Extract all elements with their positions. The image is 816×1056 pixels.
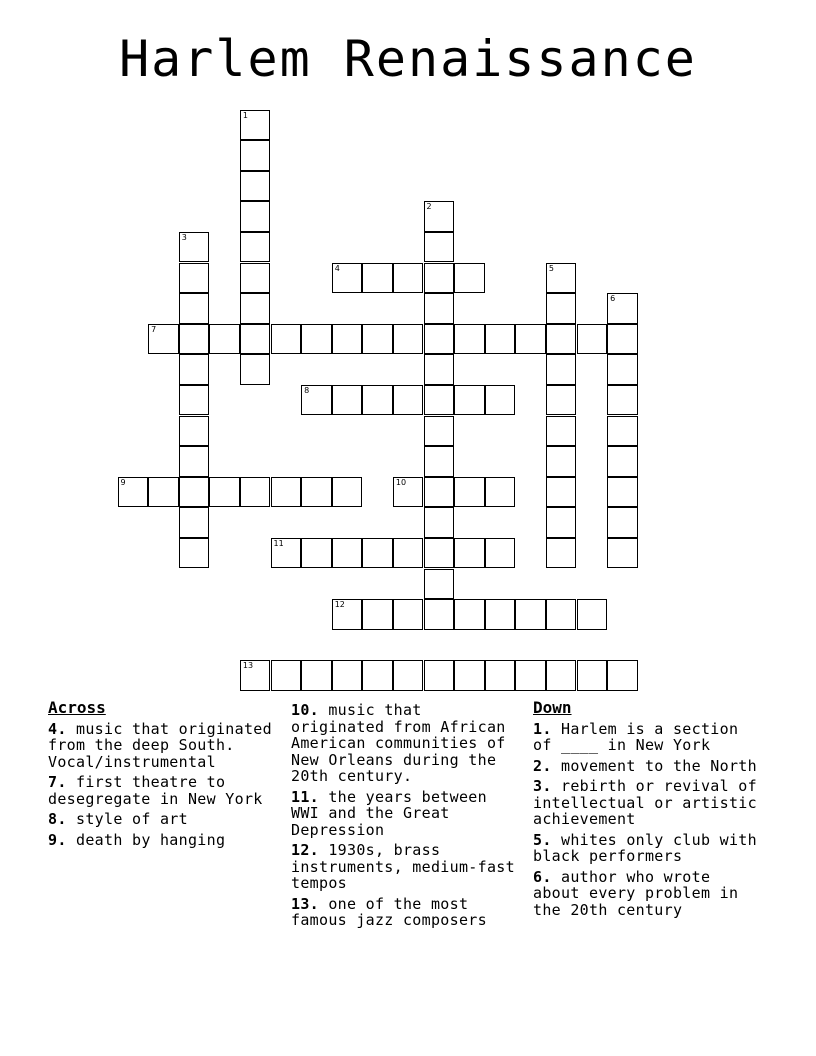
crossword-cell[interactable]: [240, 171, 271, 202]
clue-number: 4: [334, 263, 340, 273]
crossword-cell[interactable]: [546, 507, 577, 538]
crossword-cell[interactable]: [362, 660, 393, 691]
crossword-cell[interactable]: [546, 293, 577, 324]
crossword-cell[interactable]: [148, 324, 179, 355]
crossword-cell[interactable]: [607, 660, 638, 691]
crossword-cell[interactable]: [332, 324, 363, 355]
crossword-cell[interactable]: [454, 324, 485, 355]
crossword-cell[interactable]: [485, 324, 516, 355]
crossword-cell[interactable]: [179, 538, 210, 569]
clue: [533, 778, 763, 828]
crossword-cell[interactable]: [179, 507, 210, 538]
crossword-cell[interactable]: [362, 538, 393, 569]
crossword-cell[interactable]: [424, 538, 455, 569]
crossword-cell[interactable]: [179, 477, 210, 508]
crossword-cell[interactable]: [240, 293, 271, 324]
crossword-cell[interactable]: [179, 354, 210, 385]
clue: [291, 702, 516, 785]
crossword-cell[interactable]: [454, 538, 485, 569]
clue-text: author who wrote about every problem in the 20th century: [533, 867, 739, 919]
crossword-cell[interactable]: [332, 538, 363, 569]
crossword-cell[interactable]: [271, 477, 302, 508]
clue-text: whites only club with black performers: [533, 830, 757, 865]
clue-number: 8: [304, 385, 310, 395]
clue-number-label: 7.: [48, 773, 67, 791]
crossword-cell[interactable]: [179, 416, 210, 447]
clue: [533, 721, 763, 754]
clue-text: first theatre to desegregate in New York: [48, 773, 263, 808]
crossword-cell[interactable]: [424, 293, 455, 324]
clue-number-label: 12.: [291, 841, 319, 859]
crossword-cell[interactable]: [393, 538, 424, 569]
clue-number-label: 5.: [533, 830, 552, 849]
crossword-cell[interactable]: [393, 385, 424, 416]
clue-text: Harlem is a section of ____ in New York: [533, 719, 739, 754]
crossword-cell[interactable]: [301, 660, 332, 691]
crossword-cell[interactable]: [424, 385, 455, 416]
crossword-cell[interactable]: [240, 232, 271, 263]
clue-text: music that originated from African American communities of New Orleans during the 20th century.: [291, 701, 506, 785]
crossword-cell[interactable]: [577, 599, 608, 630]
crossword-cell[interactable]: [546, 324, 577, 355]
across-clues-continued: [291, 702, 516, 933]
crossword-cell[interactable]: [271, 660, 302, 691]
clue-number-label: 11.: [291, 787, 319, 806]
crossword-cell[interactable]: [546, 538, 577, 569]
clue-number: 11: [273, 538, 284, 548]
crossword-cell[interactable]: [424, 569, 455, 600]
crossword-cell[interactable]: [393, 477, 424, 508]
crossword-cell[interactable]: [424, 263, 455, 294]
crossword-cell[interactable]: [393, 660, 424, 691]
crossword-cell[interactable]: [332, 263, 363, 294]
clue: [533, 869, 763, 919]
crossword-cell[interactable]: [148, 477, 179, 508]
crossword-cell[interactable]: [607, 507, 638, 538]
crossword-cell[interactable]: [454, 660, 485, 691]
clue-text: 1930s, brass instruments, medium-fast tempos: [291, 841, 515, 892]
clue-text: style of art: [66, 810, 188, 828]
crossword-cell[interactable]: [301, 538, 332, 569]
crossword-cell[interactable]: [607, 446, 638, 477]
clue-number: 1: [242, 110, 248, 120]
crossword-cell[interactable]: [454, 477, 485, 508]
crossword-cell[interactable]: [332, 660, 363, 691]
clue-number-label: 1.: [533, 719, 552, 738]
crossword-cell[interactable]: [393, 263, 424, 294]
crossword-cell[interactable]: [240, 140, 271, 171]
crossword-cell[interactable]: [301, 385, 332, 416]
crossword-cell[interactable]: [209, 324, 240, 355]
crossword-cell[interactable]: [179, 263, 210, 294]
page-title: Harlem Renaissance: [119, 30, 697, 88]
crossword-cell[interactable]: [515, 660, 546, 691]
crossword-cell[interactable]: [546, 446, 577, 477]
crossword-cell[interactable]: [240, 263, 271, 294]
clue-number: 7: [151, 324, 157, 334]
crossword-cell[interactable]: [546, 354, 577, 385]
clue-number: 9: [120, 477, 126, 487]
crossword-cell[interactable]: [424, 324, 455, 355]
clue: [48, 774, 278, 807]
clue-number: 2: [426, 202, 432, 212]
crossword-cell[interactable]: [485, 599, 516, 630]
crossword-cell[interactable]: [240, 201, 271, 232]
crossword-cell[interactable]: [271, 538, 302, 569]
crossword-cell[interactable]: [362, 599, 393, 630]
clue: [48, 832, 278, 849]
crossword-cell[interactable]: [118, 477, 149, 508]
crossword-cell[interactable]: [393, 324, 424, 355]
clue-number-label: 10.: [291, 701, 319, 719]
clue-text: movement to the North: [551, 756, 757, 775]
crossword-cell[interactable]: [240, 477, 271, 508]
crossword-cell[interactable]: [515, 324, 546, 355]
down-clues: [533, 700, 763, 922]
clue: [533, 832, 763, 865]
crossword-cell[interactable]: [424, 477, 455, 508]
crossword-cell[interactable]: [424, 507, 455, 538]
crossword-cell[interactable]: [393, 599, 424, 630]
crossword-cell[interactable]: [577, 324, 608, 355]
clue-text: rebirth or revival of intellectual or artistic achievement: [533, 777, 757, 828]
crossword-cell[interactable]: [424, 416, 455, 447]
crossword-cell[interactable]: [301, 477, 332, 508]
crossword-cell[interactable]: [546, 263, 577, 294]
crossword-cell[interactable]: [240, 324, 271, 355]
crossword-cell[interactable]: [424, 232, 455, 263]
clue-number: 3: [181, 232, 187, 242]
crossword-cell[interactable]: [271, 324, 302, 355]
clue-number: 6: [610, 294, 616, 304]
crossword-cell[interactable]: [485, 660, 516, 691]
clue-number-label: 4.: [48, 719, 67, 738]
crossword-cell[interactable]: [179, 293, 210, 324]
crossword-cell[interactable]: [607, 385, 638, 416]
crossword-cell[interactable]: [485, 538, 516, 569]
across-clues: [48, 700, 278, 852]
across-header: Across: [48, 698, 106, 717]
crossword-cell[interactable]: [577, 660, 608, 691]
crossword-cell[interactable]: [240, 660, 271, 691]
crossword-cell[interactable]: [362, 263, 393, 294]
crossword-cell[interactable]: [424, 660, 455, 691]
crossword-cell[interactable]: [546, 660, 577, 691]
down-header: Down: [533, 698, 572, 717]
crossword-cell[interactable]: [607, 416, 638, 447]
clue: [533, 758, 763, 775]
crossword-cell[interactable]: [332, 477, 363, 508]
clue-text: death by hanging: [66, 830, 226, 849]
crossword-cell[interactable]: [607, 324, 638, 355]
crossword-cell[interactable]: [546, 477, 577, 508]
crossword-cell[interactable]: [454, 385, 485, 416]
crossword-cell[interactable]: [454, 599, 485, 630]
crossword-cell[interactable]: [179, 385, 210, 416]
clue-number: 5: [548, 263, 554, 273]
crossword-cell[interactable]: [607, 477, 638, 508]
crossword-cell[interactable]: [362, 324, 393, 355]
crossword-cell[interactable]: [424, 201, 455, 232]
crossword-cell[interactable]: [240, 110, 271, 141]
crossword-cell[interactable]: [179, 324, 210, 355]
clue-number-label: 6.: [533, 867, 552, 886]
crossword-cell[interactable]: [240, 354, 271, 385]
clue-number: 12: [334, 600, 345, 610]
crossword-cell[interactable]: [424, 599, 455, 630]
clue-number: 10: [395, 477, 407, 487]
clue-text: one of the most famous jazz composers: [291, 894, 487, 929]
clue: [291, 896, 516, 929]
clue: [48, 721, 278, 771]
clue-text: music that originated from the deep South. Vocal/instrumental: [48, 719, 272, 771]
crossword-cell[interactable]: [332, 599, 363, 630]
clue-text: the years between WWI and the Great Depression: [291, 787, 487, 839]
clue-number-label: 8.: [48, 810, 67, 828]
crossword-cell[interactable]: [607, 538, 638, 569]
clue-number: 13: [242, 661, 254, 671]
crossword-cell[interactable]: [209, 477, 240, 508]
clue: [291, 842, 516, 892]
clue-number-label: 13.: [291, 894, 319, 913]
crossword-cell[interactable]: [546, 599, 577, 630]
crossword-cell[interactable]: [301, 324, 332, 355]
clue-number-label: 3.: [533, 777, 552, 795]
clue: [291, 789, 516, 839]
crossword-cell[interactable]: [332, 385, 363, 416]
crossword-cell[interactable]: [485, 477, 516, 508]
crossword-cell[interactable]: [607, 293, 638, 324]
crossword-cell[interactable]: [546, 416, 577, 447]
crossword-cell[interactable]: [179, 446, 210, 477]
crossword-cell[interactable]: [424, 354, 455, 385]
crossword-cell[interactable]: [515, 599, 546, 630]
crossword-cell[interactable]: [424, 446, 455, 477]
crossword-cell[interactable]: [607, 354, 638, 385]
crossword-cell[interactable]: [179, 232, 210, 263]
crossword-cell[interactable]: [485, 385, 516, 416]
crossword-cell[interactable]: [454, 263, 485, 294]
clue: [48, 811, 278, 828]
crossword-cell[interactable]: [546, 385, 577, 416]
crossword-cell[interactable]: [362, 385, 393, 416]
clue-number-label: 9.: [48, 830, 67, 849]
clue-number-label: 2.: [533, 756, 552, 775]
